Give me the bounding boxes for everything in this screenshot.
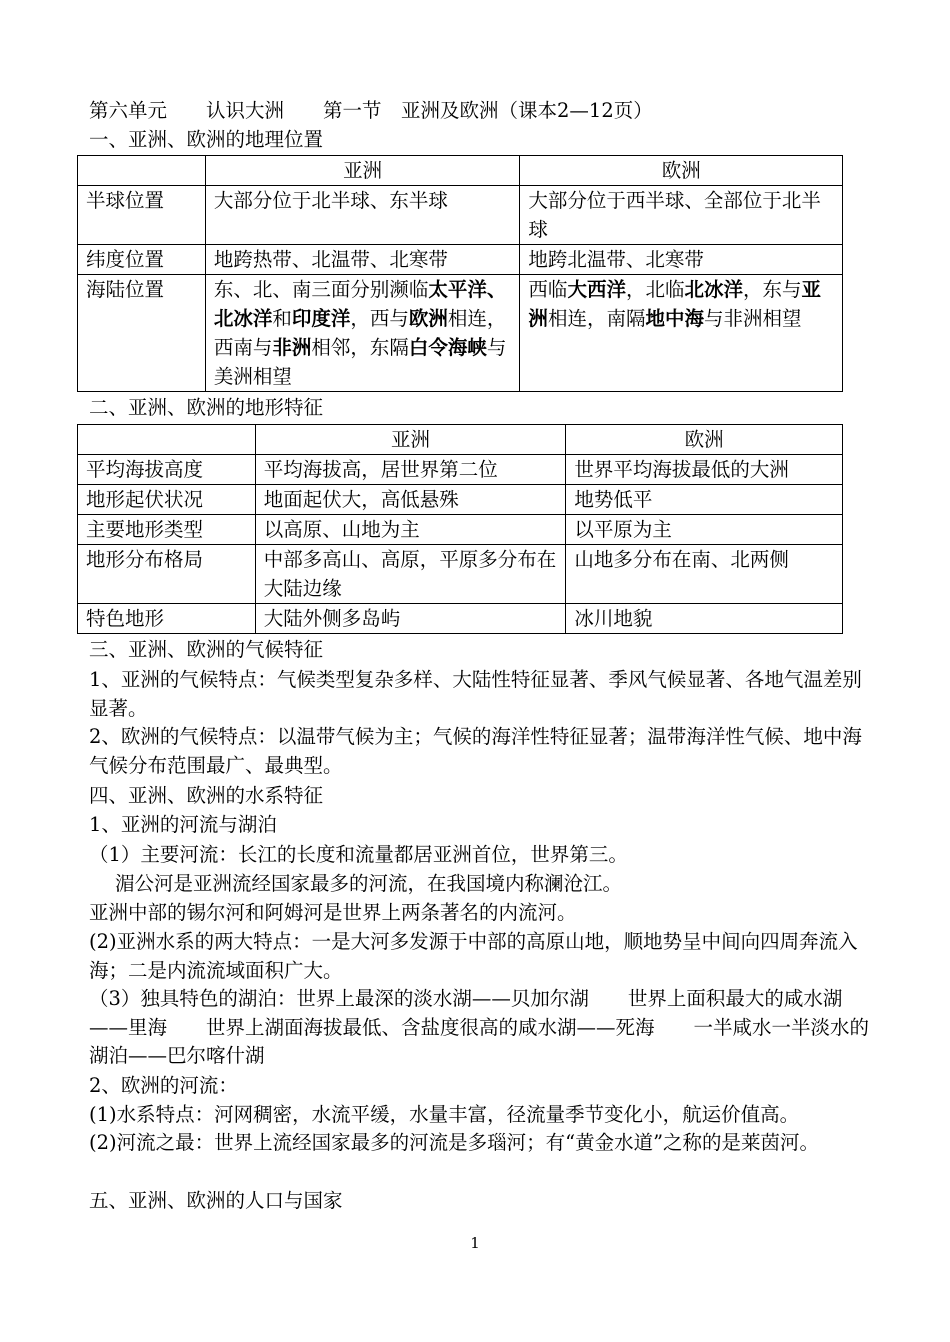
table-row <box>78 186 843 245</box>
asia-cell: 东、北、南三面分别濒临太平洋、北冰洋和印度洋，西与欧洲相连，西南与非洲相邻，东隔白令海峡与美洲相望 <box>205 275 520 392</box>
page-number: 1 <box>470 1234 480 1252</box>
table-row <box>78 245 843 275</box>
row-label: 地形起伏状况 <box>78 485 256 515</box>
table-row <box>78 545 843 604</box>
table-row <box>78 485 843 515</box>
mekong-line: 湄公河是亚洲流经国家最多的河流，在我国境内称澜沧江。 <box>115 872 623 895</box>
europe-cell: 西临大西洋，北临北冰洋，东与亚洲相连，南隔地中海与非洲相望 <box>520 275 843 392</box>
table-row <box>78 275 843 392</box>
row-label: 地形分布格局 <box>78 545 256 604</box>
europe-rivers-subheading: 2、欧洲的河流： <box>89 1074 238 1097</box>
header-asia: 亚洲 <box>205 156 520 186</box>
section-2-heading: 二、亚洲、欧洲的地形特征 <box>89 396 324 419</box>
asia-water-features-paragraph: (2)亚洲水系的两大特点：一是大河多发源于中部的高原山地，顺地势呈中间向四周奔流入海；二是内流流域面积广大。 <box>89 930 858 982</box>
table-row <box>78 455 843 485</box>
table-header-row <box>78 425 843 455</box>
asia-cell: 中部多高山、高原，平原多分布在大陆边缘 <box>255 545 566 604</box>
section-4-heading: 四、亚洲、欧洲的水系特征 <box>89 784 324 807</box>
header-empty-cell <box>78 156 206 186</box>
section-5-heading: 五、亚洲、欧洲的人口与国家 <box>89 1189 343 1212</box>
asia-cell: 大陆外侧多岛屿 <box>255 604 566 634</box>
row-label: 主要地形类型 <box>78 515 256 545</box>
europe-cell: 冰川地貌 <box>566 604 843 634</box>
section-3-heading: 三、亚洲、欧洲的气候特征 <box>89 638 324 661</box>
table-header-row <box>78 156 843 186</box>
table-row <box>78 515 843 545</box>
europe-cell: 世界平均海拔最低的大洲 <box>566 455 843 485</box>
row-label: 半球位置 <box>78 186 206 245</box>
europe-cell: 大部分位于西半球、全部位于北半球 <box>520 186 843 245</box>
document-title: 第六单元 认识大洲 第一节 亚洲及欧洲（课本2—12页） <box>89 99 653 122</box>
location-table <box>77 155 843 392</box>
asia-cell: 大部分位于北半球、东半球 <box>205 186 520 245</box>
row-label: 海陆位置 <box>78 275 206 392</box>
row-label: 特色地形 <box>78 604 256 634</box>
header-europe: 欧洲 <box>520 156 843 186</box>
header-asia: 亚洲 <box>255 425 566 455</box>
europe-cell: 地势低平 <box>566 485 843 515</box>
header-europe: 欧洲 <box>566 425 843 455</box>
asia-cell: 以高原、山地为主 <box>255 515 566 545</box>
asia-climate-paragraph: 1、亚洲的气候特点：气候类型复杂多样、大陆性特征显著、季风气候显著、各地气温差别显著。 <box>89 668 862 720</box>
europe-water-features-paragraph: (1)水系特点：河网稠密，水流平缓，水量丰富，径流量季节变化小，航运价值高。 <box>89 1103 800 1126</box>
table-row <box>78 604 843 634</box>
inland-rivers-line: 亚洲中部的锡尔河和阿姆河是世界上两条著名的内流河。 <box>89 901 577 924</box>
asia-cell: 地跨热带、北温带、北寒带 <box>205 245 520 275</box>
asia-cell: 平均海拔高，居世界第二位 <box>255 455 566 485</box>
main-rivers-line: （1）主要河流：长江的长度和流量都居亚洲首位，世界第三。 <box>89 843 628 866</box>
section-1-heading: 一、亚洲、欧洲的地理位置 <box>89 128 324 151</box>
europe-cell: 以平原为主 <box>566 515 843 545</box>
terrain-table <box>77 424 843 634</box>
europe-climate-paragraph: 2、欧洲的气候特点：以温带气候为主；气候的海洋性特征显著；温带海洋性气候、地中海气候分布范围最广、最典型。 <box>89 725 862 777</box>
europe-cell: 山地多分布在南、北两侧 <box>566 545 843 604</box>
special-lakes-paragraph: （3）独具特色的湖泊：世界上最深的淡水湖——贝加尔湖 世界上面积最大的咸水湖——里海 世界上湖面海拔最低、含盐度很高的咸水湖——死海 一半咸水一半淡水的湖泊——巴尔喀什湖 <box>89 987 870 1067</box>
river-records-paragraph: (2)河流之最：世界上流经国家最多的河流是多瑙河；有“黄金水道”之称的是莱茵河。 <box>89 1131 820 1154</box>
header-empty-cell <box>78 425 256 455</box>
europe-cell: 地跨北温带、北寒带 <box>520 245 843 275</box>
row-label: 平均海拔高度 <box>78 455 256 485</box>
asia-cell: 地面起伏大，高低悬殊 <box>255 485 566 515</box>
row-label: 纬度位置 <box>78 245 206 275</box>
asia-rivers-subheading: 1、亚洲的河流与湖泊 <box>89 813 277 836</box>
